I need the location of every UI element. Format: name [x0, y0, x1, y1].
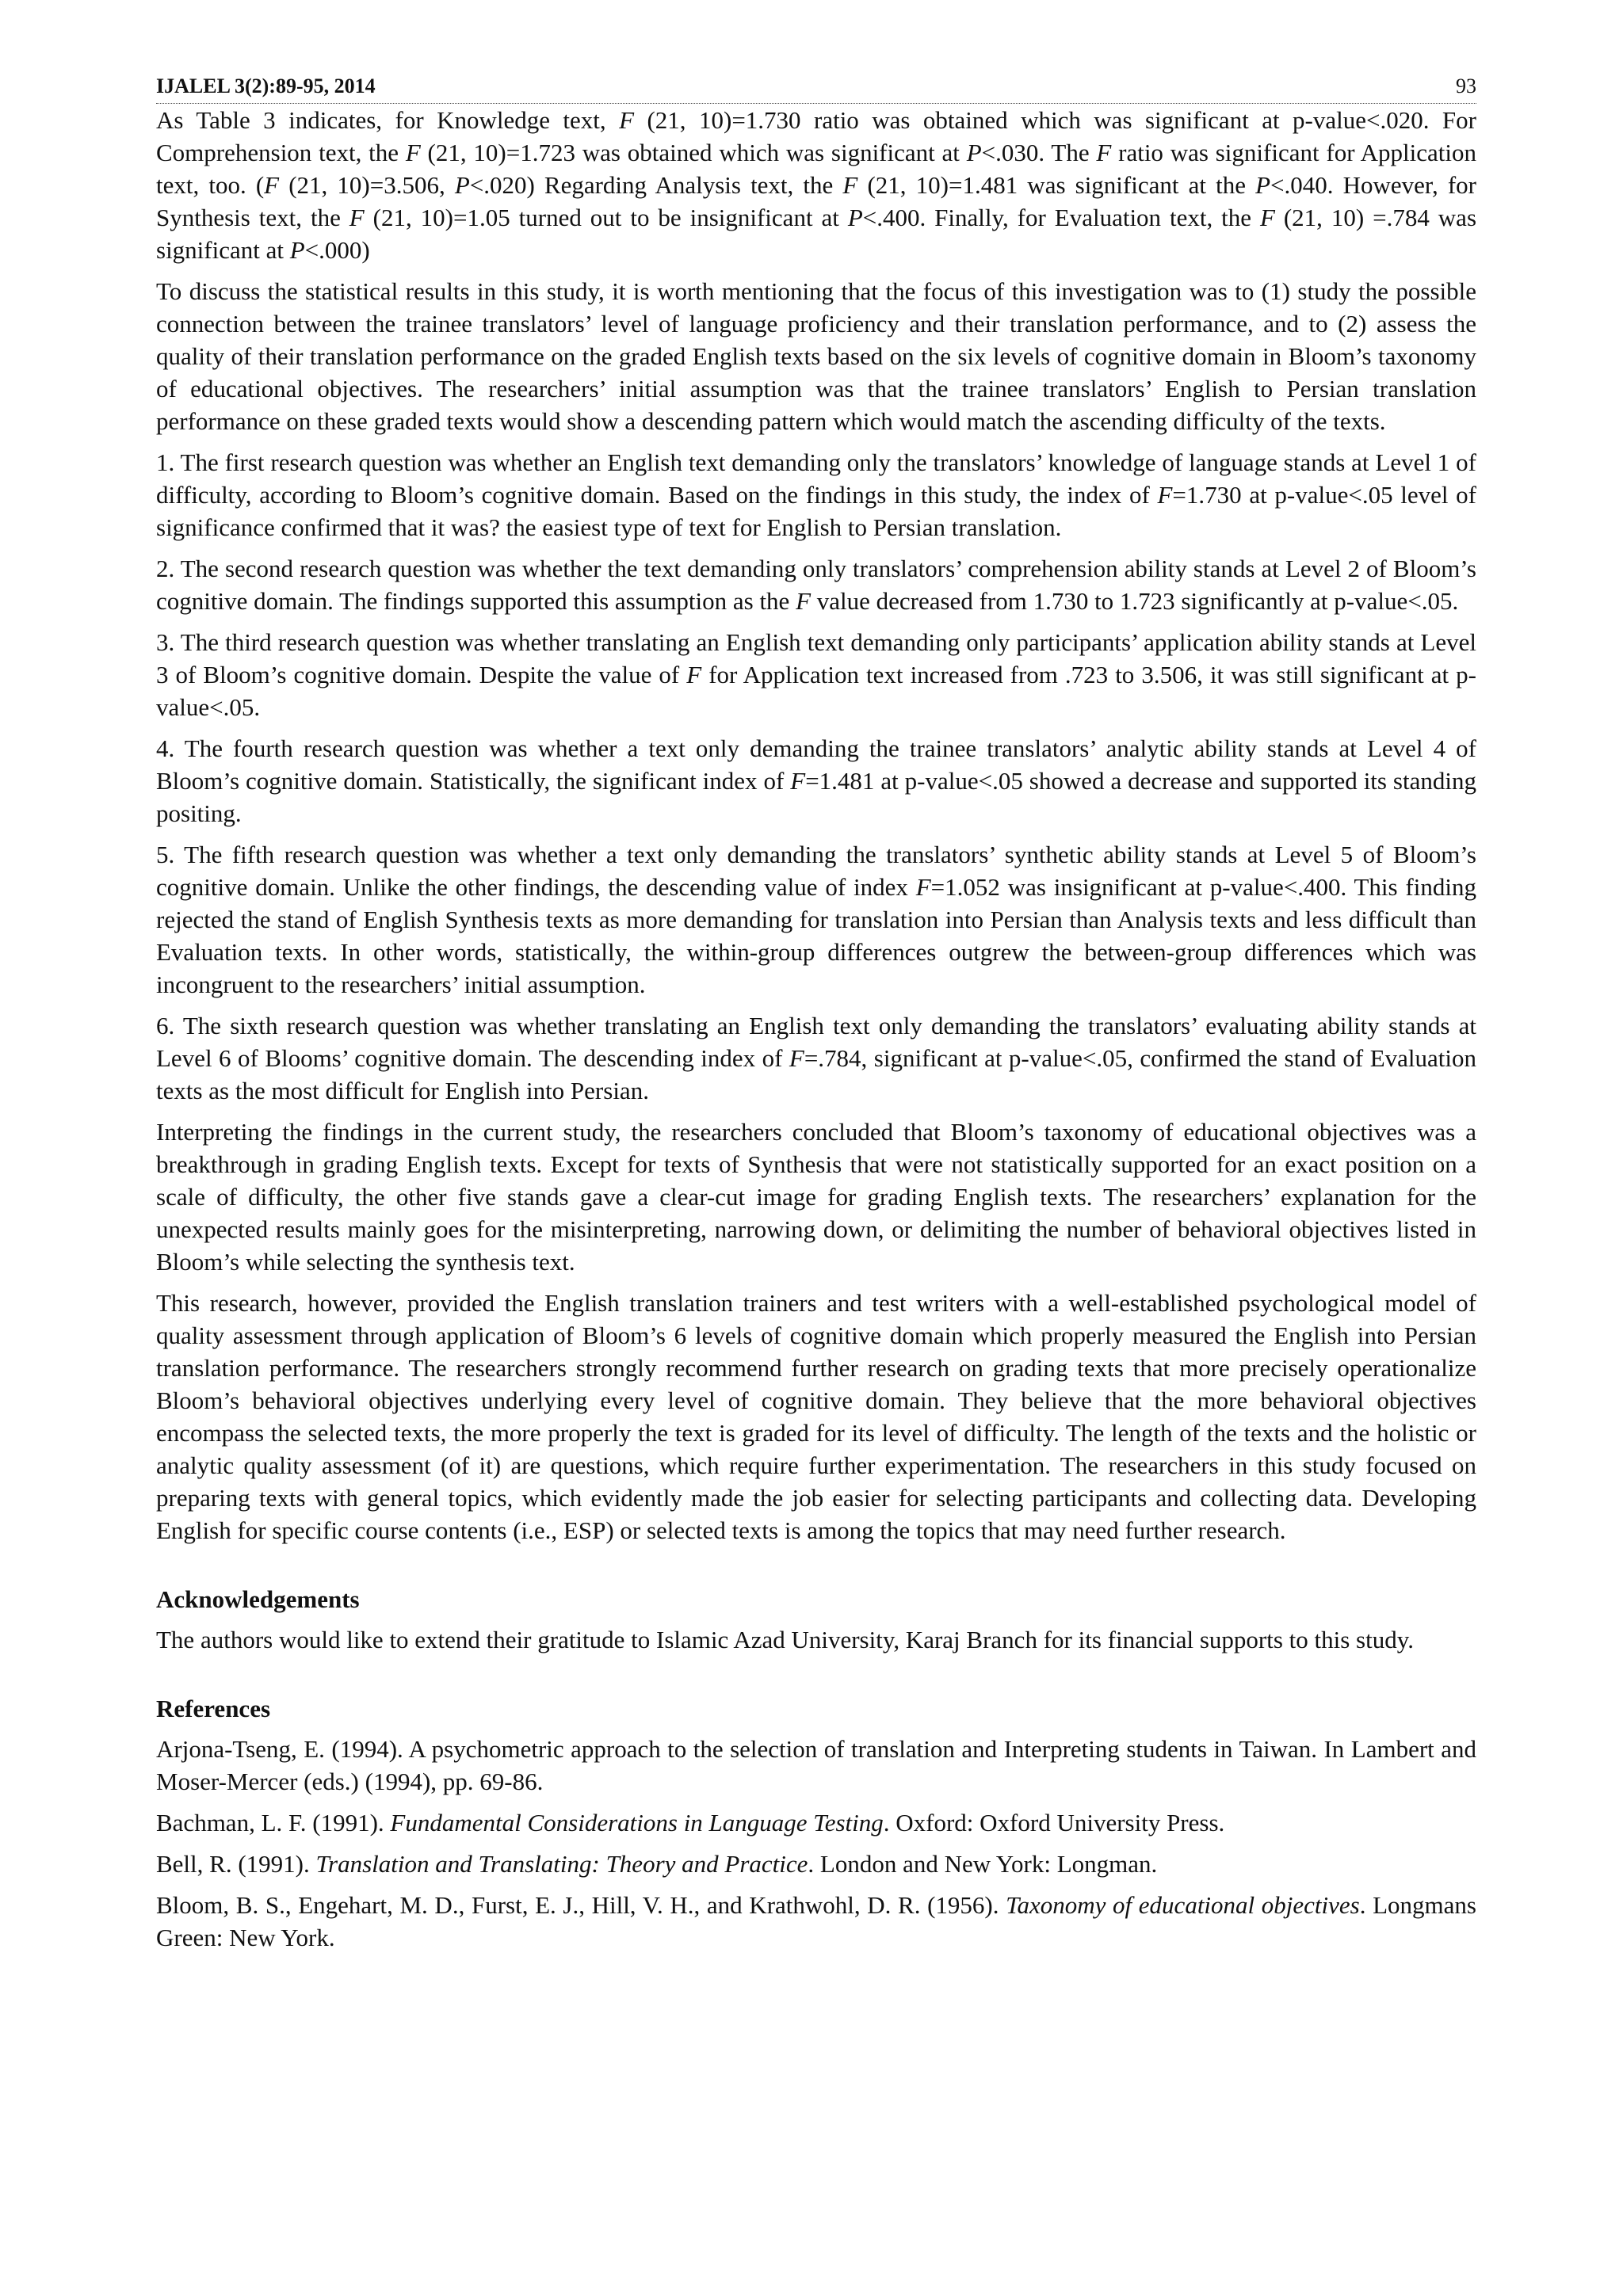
- journal-citation: IJALEL 3(2):89-95, 2014: [156, 74, 376, 97]
- reference-item: Arjona-Tseng, E. (1994). A psychometric approach to the selection of translation and Interpreting students in Taiwan. In Lambert and Moser-Mercer (eds.) (1994), pp. 69-86.: [156, 1735, 1476, 1795]
- reference-item: Bloom, B. S., Engehart, M. D., Furst, E. J., Hill, V. H., and Krathwohl, D. R. (1956). Taxonomy of educational objectives. Longmans Green: New York.: [156, 1891, 1476, 1951]
- reference-list: [156, 1733, 1476, 1954]
- research-question-5: 5. The fifth research question was whether a text only demanding the translators’ synthetic ability stands at Level 5 of Bloom’s cognitive domain. Unlike the other findings, the descending value of index F=1.052 was insignificant at p-value<.400. This finding rejected the stand of English Synthesis texts as more demanding for translation into Persian than Analysis texts and less difficult than Evaluation texts. In other words, statistically, the within-group differences outgrew the between-group differences which was incongruent to the researchers’ initial assumption.: [156, 841, 1476, 998]
- research-question-2: 2. The second research question was whether the text demanding only translators’ comprehension ability stands at Level 2 of Bloom’s cognitive domain. The findings supported this assumption as the F value decreased from 1.730 to 1.723 significantly at p-value<.05.: [156, 555, 1476, 615]
- results-paragraph: As Table 3 indicates, for Knowledge text, F (21, 10)=1.730 ratio was obtained which was significant at p-value<.020. For Comprehension text, the F (21, 10)=1.723 was obtained which was significant at P<.030. The F ratio was significant for Application text, too. (F (21, 10)=3.506, P<.020) Regarding Analysis text, the F (21, 10)=1.481 was significant at the P<.040. However, for Synthesis text, the F (21, 10)=1.05 turned out to be insignificant at P<.400. Finally, for Evaluation text, the F (21, 10) =.784 was significant at P<.000): [156, 106, 1477, 264]
- acknowledgements-heading: Acknowledgements: [156, 1585, 360, 1613]
- research-question-3: 3. The third research question was whether translating an English text demanding only participants’ application ability stands at Level 3 of Bloom’s cognitive domain. Despite the value of F for Application text increased from .723 to 3.506, it was still significant at p-value<.05.: [156, 628, 1476, 721]
- conclusion-paragraph: This research, however, provided the English translation trainers and test writers with a well-established psychological model of quality assessment through application of Bloom’s 6 levels of cognitive domain which properly measured the English into Persian translation performance. The researchers strongly recommend further research on grading texts that more precisely operationalize Bloom’s behavioral objectives underlying every level of cognitive domain. They believe that the more behavioral objectives encompass the selected texts, the more properly the text is graded for its level of difficulty. The length of the texts and the holistic or analytic quality assessment (of it) are questions, which require further experimentation. The researchers in this study focused on preparing texts with general topics, which evidently made the job easier for selecting participants and collecting data. Developing English for specific course contents (i.e., ESP) or selected texts is among the topics that may need further research.: [156, 1289, 1476, 1544]
- research-question-4: 4. The fourth research question was whether a text only demanding the trainee translators’ analytic ability stands at Level 4 of Bloom’s cognitive domain. Statistically, the significant index of F=1.481 at p-value<.05 showed a decrease and supported its standing positing.: [156, 734, 1476, 827]
- references-heading: References: [156, 1695, 271, 1722]
- discussion-paragraph: To discuss the statistical results in this study, it is worth mentioning that the focus of this investigation was to (1) study the possible connection between the trainee translators’ level of language proficiency and their translation performance, and to (2) assess the quality of their translation performance on the graded English texts based on the six levels of cognitive domain in Bloom’s taxonomy of educational objectives. The researchers’ initial assumption was that the trainee translators’ English to Persian translation performance on these graded texts would show a descending pattern which would match the ascending difficulty of the texts.: [156, 277, 1476, 435]
- research-question-1: 1. The first research question was whether an English text demanding only the translators’ knowledge of language stands at Level 1 of difficulty, according to Bloom’s cognitive domain. Based on the findings in this study, the index of F=1.730 at p-value<.05 level of significance confirmed that it was? the easiest type of text for English to Persian translation.: [156, 448, 1476, 541]
- interpretation-paragraph: Interpreting the findings in the current study, the researchers concluded that Bloom’s taxonomy of educational objectives was a breakthrough in grading English texts. Except for texts of Synthesis that were not statistically supported for an exact position on a scale of difficulty, the other five stands gave a clear-cut image for grading English texts. The researchers’ explanation for the unexpected results mainly goes for the misinterpreting, narrowing down, or delimiting the number of behavioral objectives listed in Bloom’s while selecting the synthesis text.: [156, 1118, 1476, 1276]
- reference-item: Bell, R. (1991). Translation and Translating: Theory and Practice. London and New York: Longman.: [156, 1850, 1158, 1878]
- page-number: 93: [1456, 74, 1476, 97]
- page: [156, 73, 1476, 1962]
- reference-item: Bachman, L. F. (1991). Fundamental Considerations in Language Testing. Oxford: Oxford University Press.: [156, 1809, 1225, 1836]
- acknowledgements-text: The authors would like to extend their gratitude to Islamic Azad University, Karaj Branch for its financial supports to this study.: [156, 1626, 1414, 1653]
- research-question-6: 6. The sixth research question was whether translating an English text only demanding the translators’ evaluating ability stands at Level 6 of Blooms’ cognitive domain. The descending index of F=.784, significant at p-value<.05, confirmed the stand of Evaluation texts as the most difficult for English into Persian.: [156, 1012, 1476, 1104]
- running-header: [156, 73, 1476, 104]
